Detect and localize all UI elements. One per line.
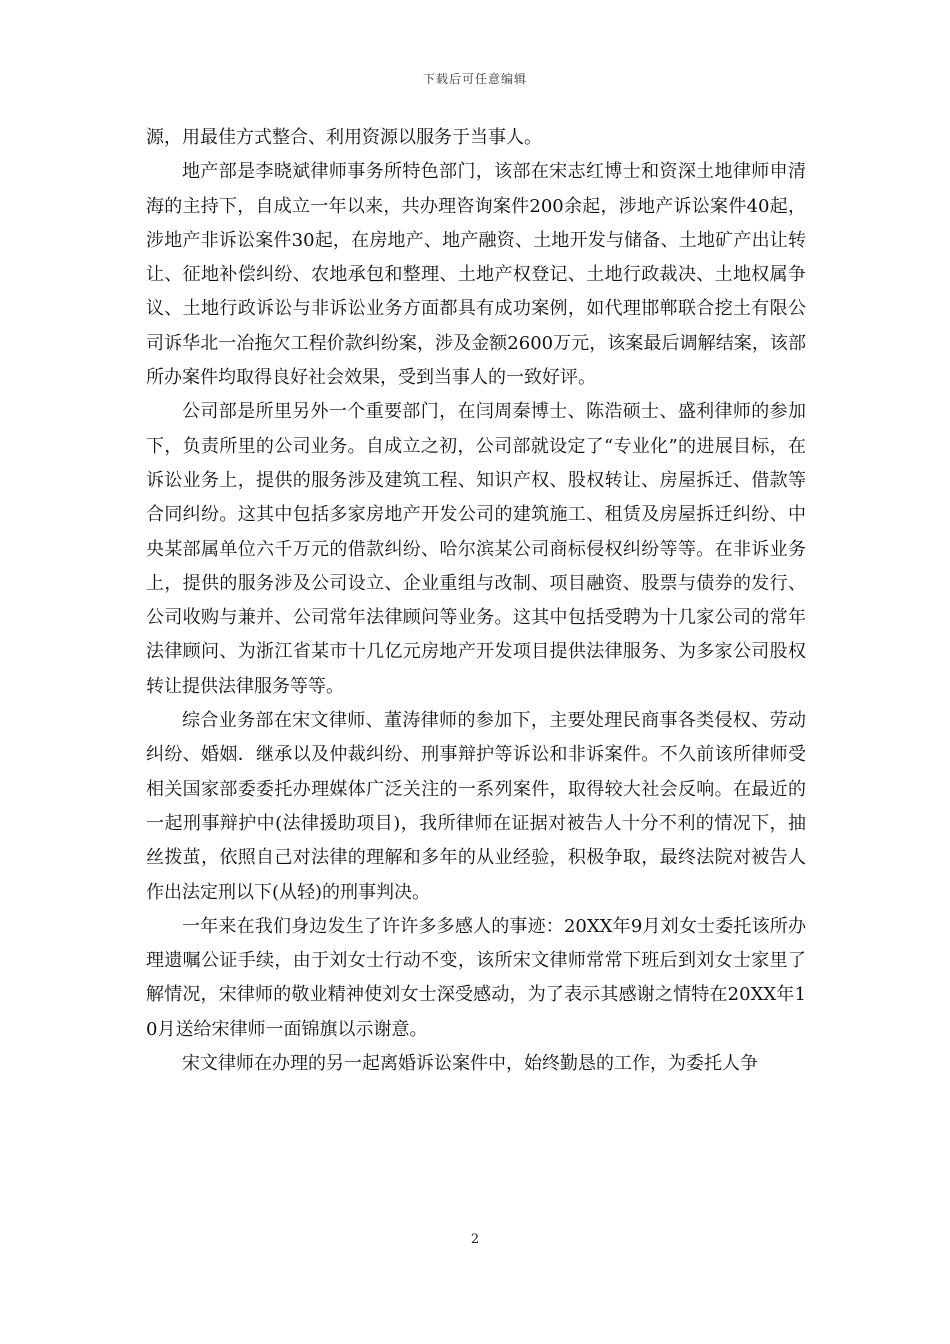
paragraph-general-dept: 综合业务部在宋文律师、董涛律师的参加下，主要处理民商事各类侵权、劳动纠纷、婚姻．继承以及仲裁纠纷、刑事辩护等诉讼和非诉案件。不久前该所律师受相关国家部委委托办理媒体广泛关注的一系列案件，取得较大社会反响。在最近的一起刑事辩护中(法律援助项目)，我所律师在证据对被告人十分不利的情况下，抽丝拨茧，依照自己对法律的理解和多年的从业经验，积极争取，最终法院对被告人作出法定刑以下(从轻)的刑事判决。: [146, 710, 806, 903]
paragraph-corporate-dept: 公司部是所里另外一个重要部门，在闫周秦博士、陈浩硕士、盛利律师的参加下，负责所里的公司业务。自成立之初，公司部就设定了“专业化”的进展目标，在诉讼业务上，提供的服务涉及建筑工程、知识产权、股权转让、房屋拆迁、借款等合同纠纷。这其中包括多家房地产开发公司的建筑施工、租赁及房屋拆迁纠纷、中央某部属单位六千万元的借款纠纷、哈尔滨某公司商标侵权纠纷等等。在非诉业务上，提供的服务涉及公司设立、企业重组与改制、项目融资、股票与债券的发行、公司收购与兼并、公司常年法律顾问等业务。这其中包括受聘为十几家公司的常年法律顾问、为浙江省某市十几亿元房地产开发项目提供法律服务、为多家公司股权转让提供法律服务等等。: [146, 401, 806, 697]
paragraph-divorce-case: 宋文律师在办理的另一起离婚诉讼案件中，始终勤恳的工作，为委托人争: [182, 1053, 758, 1075]
paragraph-touching-stories: 一年来在我们身边发生了许许多多感人的事迹：20XX年9月刘女士委托该所办理遗嘱公证手续，由于刘女士行动不变，该所宋文律师常常下班后到刘女士家里了解情况，宋律师的敬业精神使刘女士深受感动，为了表示其感谢之情特在20XX年10月送给宋律师一面锦旗以示谢意。: [146, 915, 806, 1040]
page-header: 下载后可任意编辑: [422, 72, 527, 86]
document-body: [146, 121, 806, 1081]
paragraph-continuation: 源，用最佳方式整合、利用资源以服务于当事人。: [146, 127, 542, 148]
paragraph-real-estate-dept: 地产部是李晓斌律师事务所特色部门，该部在宋志红博士和资深土地律师申清海的主持下，自成立一年以来，共办理咨询案件200余起，涉地产诉讼案件40起，涉地产非诉讼案件30起，在房地产、地产融资、土地开发与储备、土地矿产出让转让、征地补偿纠纷、农地承包和整理、土地产权登记、土地行政裁决、土地权属争议、土地行政诉讼与非诉讼业务方面都具有成功案例，如代理邯郸联合挖土有限公司诉华北一冶拖欠工程价款纠纷案，涉及金额2600万元，该案最后调解结案，该部所办案件均取得良好社会效果，受到当事人的一致好评。: [146, 161, 806, 389]
page-number: 2: [470, 1232, 480, 1247]
